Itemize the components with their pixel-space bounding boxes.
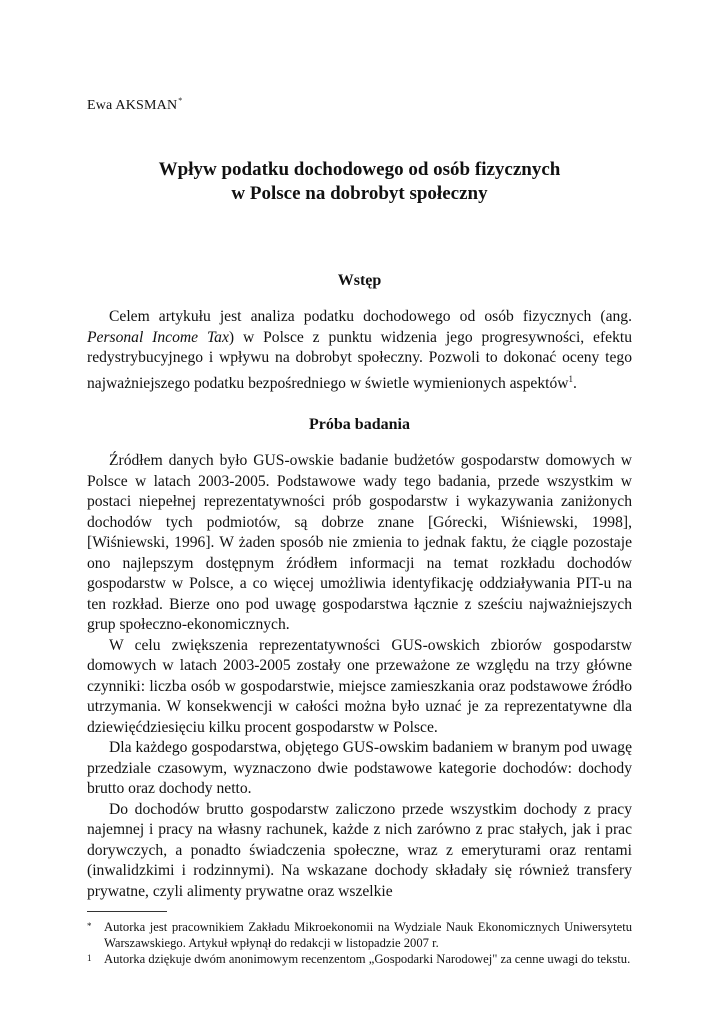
footnote-ref-1: 1 — [568, 373, 574, 384]
intro-text-end: . — [573, 374, 577, 392]
footnote-1 — [87, 952, 632, 968]
sample-paragraph-3: Dla każdego gospodarstwa, objętego GUS-owskim badaniem w branym pod uwagę przedziale czasowym, wyznaczono dwie podstawowe kategorie dochodów: dochody brutto oraz dochody netto. — [87, 739, 632, 798]
intro-text-start: Celem artykułu jest analiza podatku dochodowego od osób fizycznych (ang. — [109, 308, 632, 325]
intro-italic-term: Personal Income Tax — [87, 328, 229, 346]
footnote-1-text: Autorka dziękuje dwóm anonimowym recenzentom „Gospodarki Narodowej" za cenne uwagi do tekstu. — [104, 952, 631, 967]
article-title-line-2: w Polsce na dobrobyt społeczny — [231, 183, 488, 204]
author-line — [87, 98, 632, 122]
article-title-line-1: Wpływ podatku dochodowego od osób fizycznych — [158, 159, 561, 180]
sample-paragraph-4: Do dochodów brutto gospodarstw zaliczono przede wszystkim dochody z pracy najemnej i pracy na własny rachunek, każde z nich zarówno z prac stałych, jak i prac dorywczych, a ponadto świadczenia społeczne, wraz z emeryturami oraz rentami (inwalidzkimi i rodzinnymi). Na wskazane dochody składały się również transfery prywatne, czyli alimenty prywatne oraz wszelkie — [87, 800, 632, 900]
section-heading-intro: Wstęp — [337, 272, 382, 289]
footnote-author-mark: * — [87, 921, 92, 932]
article-title — [87, 158, 632, 206]
footnotes — [87, 920, 632, 968]
sample-paragraph-1: Źródłem danych było GUS-owskie badanie budżetów gospodarstw domowych w Polsce w latach 2003-2005. Podstawowe wady tego badania, przede wszystkim w postaci niepełnej reprezentatywności prób gospodarstw i wykazywania zaniżonych dochodów tych podmiotów, są dobrze znane [Górecki, Wiśniewski, 1998], [Wiśniewski, 1996]. W żaden sposób nie zmienia to jednak faktu, że ciągle pozostaje ono najlepszym dostępnym źródłem informacji na temat rozkładu dochodów gospodarstw w Polsce, a co więcej umożliwia identyfikację oddziaływania PIT-u na ten rozkład. Bierze ono pod uwagę gospodarstwa łącznie z sześciu najważniejszych grup społeczno-ekonomicznych. — [87, 452, 632, 634]
sample-paragraph-2: W celu zwiększenia reprezentatywności GUS-owskich zbiorów gospodarstw domowych w latach 2003-2005 zostały one przeważone ze względu na trzy główne czynniki: liczba osób w gospodarstwie, miejsce zamieszkania oraz podstawowe źródło utrzymania. W konsekwencji w całości można było uznać je za reprezentatywne dla dziewięćdziesięciu kilku procent gospodarstw w Polsce. — [87, 636, 632, 736]
section-heading-sample: Próba badania — [309, 416, 410, 434]
footnote-author-text: Autorka jest pracownikiem Zakładu Mikroekonomii na Wydziale Nauk Ekonomicznych Uniwersytetu Warszawskiego. Artykuł wpłynął do redakcji w listopadzie 2007 r. — [104, 920, 632, 950]
footnote-separator — [87, 911, 167, 912]
intro-paragraph — [87, 307, 632, 394]
intro-text-rest: ) w Polsce z punktu widzenia jego progresywności, efektu redystrybucyjnego i wpływu na dobrobyt społeczny. Pozwoli to dokonać oceny tego najważniejszego podatku bezpośredniego w świetle wymienionych aspektów — [87, 328, 633, 392]
author-name: Ewa AKSMAN — [87, 98, 178, 113]
author-footnote-mark: * — [178, 96, 183, 105]
footnote-author — [87, 920, 632, 951]
footnote-1-mark: 1 — [87, 953, 92, 964]
